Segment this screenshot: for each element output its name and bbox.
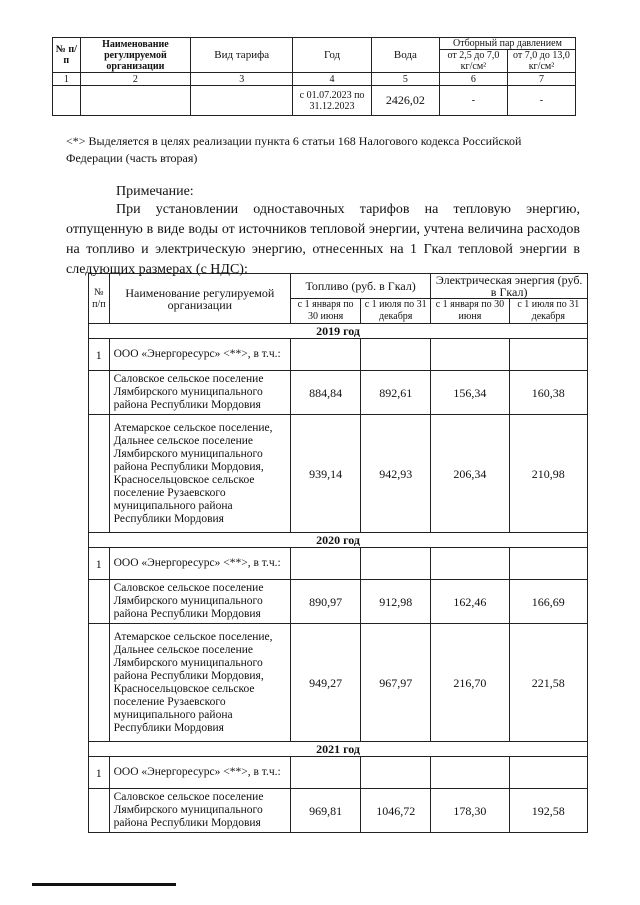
header-steam-b: от 7,0 до 13,0 кг/см² — [507, 50, 575, 73]
settlement-name: Саловское сельское поселение Лямбирского муниципального района Республики Мордовия — [109, 789, 290, 833]
fuel-h1: 884,84 — [291, 371, 361, 415]
table-cell — [89, 789, 110, 833]
year-header: 2021 год — [89, 742, 588, 757]
header-num: № п/п — [89, 274, 110, 324]
electric-h2: 221,58 — [509, 624, 587, 742]
table-cell — [431, 339, 509, 371]
electric-h1: 156,34 — [431, 371, 509, 415]
col-number: 2 — [80, 73, 191, 86]
fuel-h2: 912,98 — [361, 580, 431, 624]
header-org: Наименование регулируемой организации — [80, 38, 191, 73]
year-header: 2020 год — [89, 533, 588, 548]
table-cell — [53, 86, 81, 116]
table-cell — [89, 580, 110, 624]
header-period: с 1 июля по 31 декабря — [509, 299, 587, 324]
col-number: 5 — [371, 73, 439, 86]
electric-h1: 162,46 — [431, 580, 509, 624]
table-cell — [361, 757, 431, 789]
electric-h1: 206,34 — [431, 415, 509, 533]
table-cell — [361, 548, 431, 580]
row-number: 1 — [89, 548, 110, 580]
settlement-name: Саловское сельское поселение Лямбирского муниципального района Республики Мордовия — [109, 580, 290, 624]
settlement-name: Атемарское сельское поселение, Дальнее сельское поселение Лямбирского муниципального района Республики Мордовия, Красносельцовское сельское поселение Рузаевского муниципального района Республики Мордовия — [109, 624, 290, 742]
fuel-energy-table — [88, 273, 588, 833]
period-cell: с 01.07.2023 по 31.12.2023 — [293, 86, 372, 116]
table-cell — [509, 548, 587, 580]
water-value: 2426,02 — [371, 86, 439, 116]
row-number: 1 — [89, 757, 110, 789]
header-water: Вода — [371, 38, 439, 73]
electric-h2: 210,98 — [509, 415, 587, 533]
electric-h1: 178,30 — [431, 789, 509, 833]
note-text-body: При установлении одноставочных тарифов на тепловую энергию, отпущенную в виде воды от источников тепловой энергии, учтена величина расходов на топливо и электрическую энергию, отнесенных на 1 Гкал тепловой энергии в следующих размерах (с НДС): — [66, 202, 580, 277]
col-number: 3 — [191, 73, 293, 86]
col-number: 4 — [293, 73, 372, 86]
col-number: 6 — [439, 73, 507, 86]
header-fuel: Топливо (руб. в Гкал) — [291, 274, 431, 299]
header-period: с 1 января по 30 июня — [291, 299, 361, 324]
table-cell — [89, 415, 110, 533]
company-name: ООО «Энергоресурс» <**>, в т.ч.: — [109, 339, 290, 371]
header-steam: Отборный пар давлением — [439, 38, 575, 50]
fuel-h2: 892,61 — [361, 371, 431, 415]
fuel-h1: 969,81 — [291, 789, 361, 833]
table-cell — [361, 339, 431, 371]
header-period: с 1 июля по 31 декабря — [361, 299, 431, 324]
electric-h1: 216,70 — [431, 624, 509, 742]
tariff-table — [52, 37, 576, 116]
row-number: 1 — [89, 339, 110, 371]
table-cell — [291, 757, 361, 789]
col-number: 7 — [507, 73, 575, 86]
table-cell — [431, 548, 509, 580]
settlement-name: Атемарское сельское поселение, Дальнее сельское поселение Лямбирского муниципального района Республики Мордовия, Красносельцовское сельское поселение Рузаевского муниципального района Республики Мордовия — [109, 415, 290, 533]
note-text — [66, 200, 580, 280]
col-number: 1 — [53, 73, 81, 86]
note-title: Примечание: — [116, 184, 194, 199]
fuel-h1: 949,27 — [291, 624, 361, 742]
year-header: 2019 год — [89, 324, 588, 339]
table-cell — [291, 548, 361, 580]
company-name: ООО «Энергоресурс» <**>, в т.ч.: — [109, 757, 290, 789]
header-year: Год — [293, 38, 372, 73]
fuel-h2: 1046,72 — [361, 789, 431, 833]
header-tariff: Вид тарифа — [191, 38, 293, 73]
table-cell — [80, 86, 191, 116]
table-cell — [431, 757, 509, 789]
steam-b-value: - — [507, 86, 575, 116]
steam-a-value: - — [439, 86, 507, 116]
settlement-name: Саловское сельское поселение Лямбирского муниципального района Республики Мордовия — [109, 371, 290, 415]
footnote: <*> Выделяется в целях реализации пункта 6 статьи 168 Налогового кодекса Российской Федерации (часть вторая) — [66, 134, 522, 165]
table-cell — [509, 339, 587, 371]
electric-h2: 160,38 — [509, 371, 587, 415]
header-steam-a: от 2,5 до 7,0 кг/см² — [439, 50, 507, 73]
header-num: № п/п — [53, 38, 81, 73]
table-cell — [89, 371, 110, 415]
electric-h2: 166,69 — [509, 580, 587, 624]
header-org: Наименование регулируемой организации — [109, 274, 290, 324]
header-electric: Электрическая энергия (руб. в Гкал) — [431, 274, 588, 299]
fuel-h1: 890,97 — [291, 580, 361, 624]
header-period: с 1 января по 30 июня — [431, 299, 509, 324]
table-cell — [509, 757, 587, 789]
table-cell — [191, 86, 293, 116]
fuel-h2: 967,97 — [361, 624, 431, 742]
table-cell — [291, 339, 361, 371]
company-name: ООО «Энергоресурс» <**>, в т.ч.: — [109, 548, 290, 580]
fuel-h2: 942,93 — [361, 415, 431, 533]
fuel-h1: 939,14 — [291, 415, 361, 533]
table-cell — [89, 624, 110, 742]
footer-rule — [32, 883, 176, 886]
electric-h2: 192,58 — [509, 789, 587, 833]
